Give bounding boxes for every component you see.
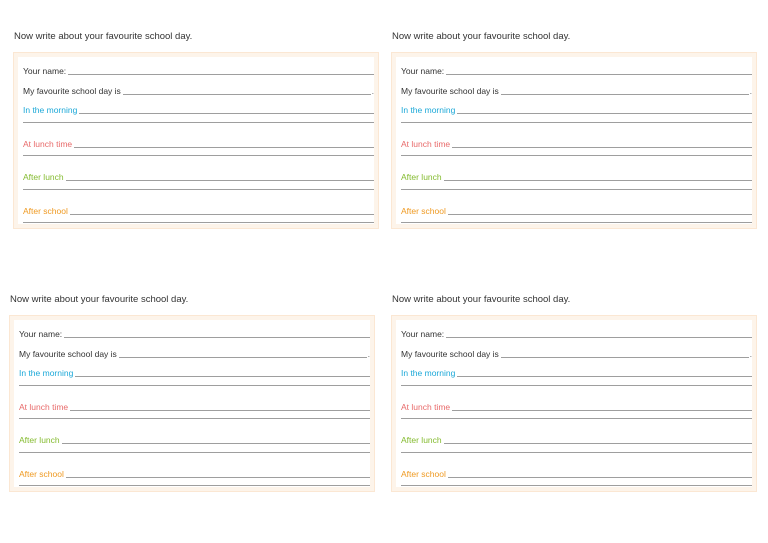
after-school-extra-line[interactable] bbox=[23, 222, 374, 223]
after-school-label: After school bbox=[23, 205, 68, 216]
lunch-row bbox=[19, 401, 370, 412]
morning-row bbox=[23, 104, 374, 115]
favourite-day-label: My favourite school day is bbox=[401, 85, 499, 96]
after-school-write-line[interactable] bbox=[66, 477, 370, 478]
after-lunch-extra-line[interactable] bbox=[23, 189, 374, 190]
sentence-end-dot: . bbox=[371, 86, 374, 96]
after-lunch-extra-line[interactable] bbox=[19, 452, 370, 453]
favourite-day-write-line[interactable] bbox=[119, 357, 367, 358]
after-lunch-row bbox=[401, 171, 752, 182]
after-lunch-label: After lunch bbox=[23, 172, 64, 182]
after-lunch-write-line[interactable] bbox=[444, 180, 752, 181]
after-school-row bbox=[401, 205, 752, 216]
name-write-line[interactable] bbox=[446, 337, 752, 338]
worksheet-panel-1 bbox=[13, 30, 379, 229]
morning-write-line[interactable] bbox=[79, 113, 374, 114]
name-row bbox=[23, 65, 374, 76]
name-row bbox=[401, 65, 752, 76]
favourite-day-label: My favourite school day is bbox=[23, 85, 121, 96]
lunch-row bbox=[401, 401, 752, 412]
after-school-extra-line[interactable] bbox=[401, 485, 752, 486]
after-school-write-line[interactable] bbox=[448, 477, 752, 478]
worksheet-panel-2 bbox=[391, 30, 757, 229]
favourite-day-label: My favourite school day is bbox=[401, 348, 499, 359]
lunch-extra-line[interactable] bbox=[19, 418, 370, 419]
sentence-end-dot: . bbox=[367, 349, 370, 359]
worksheet-card bbox=[9, 315, 375, 492]
name-write-line[interactable] bbox=[64, 337, 370, 338]
morning-extra-line[interactable] bbox=[19, 385, 370, 386]
name-label: Your name: bbox=[401, 329, 445, 339]
after-school-row bbox=[19, 468, 370, 479]
after-lunch-row bbox=[23, 171, 374, 182]
lunch-write-line[interactable] bbox=[452, 147, 752, 148]
instruction-text: Now write about your favourite school day. bbox=[14, 31, 193, 42]
favourite-day-row bbox=[401, 85, 752, 96]
morning-write-line[interactable] bbox=[457, 376, 752, 377]
sentence-end-dot: . bbox=[749, 86, 752, 96]
lunch-extra-line[interactable] bbox=[23, 155, 374, 156]
after-school-label: After school bbox=[401, 468, 446, 479]
favourite-day-write-line[interactable] bbox=[501, 94, 749, 95]
after-lunch-row bbox=[401, 434, 752, 445]
worksheet-panel-4 bbox=[391, 293, 757, 492]
after-lunch-label: After lunch bbox=[401, 172, 442, 182]
instruction-text: Now write about your favourite school day. bbox=[392, 31, 571, 42]
lunch-label: At lunch time bbox=[401, 401, 451, 412]
morning-extra-line[interactable] bbox=[401, 385, 752, 386]
morning-write-line[interactable] bbox=[75, 376, 370, 377]
morning-extra-line[interactable] bbox=[23, 122, 374, 123]
favourite-day-write-line[interactable] bbox=[501, 357, 749, 358]
name-row bbox=[401, 328, 752, 339]
lunch-row bbox=[401, 138, 752, 149]
lunch-extra-line[interactable] bbox=[401, 155, 752, 156]
worksheet-panel-3 bbox=[9, 293, 375, 492]
worksheet-card bbox=[13, 52, 379, 229]
lunch-label: At lunch time bbox=[19, 401, 69, 412]
after-lunch-label: After lunch bbox=[19, 435, 60, 445]
favourite-day-label: My favourite school day is bbox=[19, 348, 117, 359]
sentence-end-dot: . bbox=[749, 349, 752, 359]
after-lunch-write-line[interactable] bbox=[62, 443, 370, 444]
instruction-text: Now write about your favourite school day. bbox=[392, 294, 571, 305]
lunch-write-line[interactable] bbox=[70, 410, 370, 411]
after-lunch-label: After lunch bbox=[401, 435, 442, 445]
morning-extra-line[interactable] bbox=[401, 122, 752, 123]
morning-label: In the morning bbox=[23, 105, 78, 115]
name-write-line[interactable] bbox=[446, 74, 752, 75]
after-lunch-extra-line[interactable] bbox=[401, 452, 752, 453]
name-label: Your name: bbox=[19, 329, 63, 339]
after-school-label: After school bbox=[19, 468, 64, 479]
morning-label: In the morning bbox=[401, 105, 456, 115]
after-school-label: After school bbox=[401, 205, 446, 216]
lunch-label: At lunch time bbox=[23, 138, 73, 149]
after-school-write-line[interactable] bbox=[448, 214, 752, 215]
morning-label: In the morning bbox=[401, 368, 456, 378]
lunch-label: At lunch time bbox=[401, 138, 451, 149]
instruction-text: Now write about your favourite school day. bbox=[10, 294, 189, 305]
morning-row bbox=[401, 367, 752, 378]
name-row bbox=[19, 328, 370, 339]
after-school-row bbox=[401, 468, 752, 479]
morning-label: In the morning bbox=[19, 368, 74, 378]
lunch-extra-line[interactable] bbox=[401, 418, 752, 419]
worksheet-card bbox=[391, 315, 757, 492]
after-school-write-line[interactable] bbox=[70, 214, 374, 215]
lunch-write-line[interactable] bbox=[74, 147, 374, 148]
favourite-day-row bbox=[23, 85, 374, 96]
lunch-write-line[interactable] bbox=[452, 410, 752, 411]
after-school-row bbox=[23, 205, 374, 216]
name-label: Your name: bbox=[23, 66, 67, 76]
lunch-row bbox=[23, 138, 374, 149]
worksheet-card bbox=[391, 52, 757, 229]
favourite-day-row bbox=[19, 348, 370, 359]
after-school-extra-line[interactable] bbox=[401, 222, 752, 223]
morning-row bbox=[19, 367, 370, 378]
after-school-extra-line[interactable] bbox=[19, 485, 370, 486]
favourite-day-write-line[interactable] bbox=[123, 94, 371, 95]
name-label: Your name: bbox=[401, 66, 445, 76]
after-lunch-row bbox=[19, 434, 370, 445]
after-lunch-extra-line[interactable] bbox=[401, 189, 752, 190]
after-lunch-write-line[interactable] bbox=[444, 443, 752, 444]
morning-write-line[interactable] bbox=[457, 113, 752, 114]
after-lunch-write-line[interactable] bbox=[66, 180, 374, 181]
morning-row bbox=[401, 104, 752, 115]
name-write-line[interactable] bbox=[68, 74, 374, 75]
favourite-day-row bbox=[401, 348, 752, 359]
